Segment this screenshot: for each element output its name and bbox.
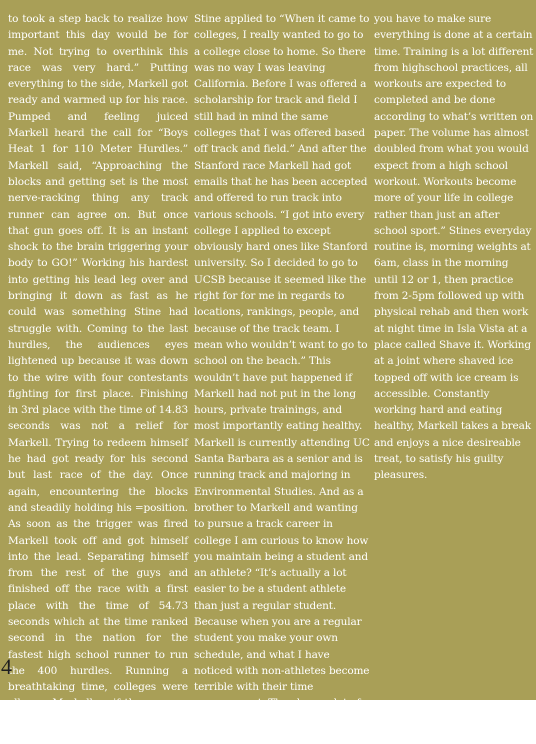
column-2-text: Stine applied to “When it came to colleges, I really wanted to go to a college close to home. So there was no way I was leaving California. Before I was offered a scholarship for track and field I still had in mind the same colleges that I was offered based off track and field.” And after the Stanford race Markell had got emails that he has been accepted and offered to run track into various schools. “I got into every college I applied to except obviously hard ones like Stanford university. So I decided to go to UCSB because it seemed like the right for for me in regards to locations, rankings, people, and because of the track team. I mean who wouldn’t want to go to school on the beach.” This wouldn’t have put happened if Markell had not put in the long hours, private trainings, and most importantly eating healthy. Markell is currently attending UC Santa Barbara as a senior and is running track and majoring in Environmental Studies. And as a brother to Markell and wanting to pursue a track career in college I am curious to know how you maintain being a student and an athlete? “It’s actually a lot easier to be a student athlete than just a regular student. Because when you are a regular student you make your own schedule, and what I have noticed with non-athletes become terrible with their time management. They have a lot of time to be lazy whereas when you are always busy with track: [194, 13, 370, 743]
page-number: 4: [1, 654, 12, 679]
article-column-3: [374, 11, 534, 484]
article-column-1: [8, 11, 188, 744]
article-column-2: [194, 11, 370, 744]
column-3-text: you have to make sure everything is done at a certain time. Training is a lot different from highschool practices, all workouts are expected to completed and be done according to what’s written on paper. The volume has almost doubled from what you would expect from a high school workout. Workouts become more of your life in college rather than just an after school sport.” Stines everyday routine is, morning weights at 6am, class in the morning until 12 or 1, then practice from 2-5pm followed up with physical rehab and then work at night time in Isla Vista at a place called Shave it. Working at a joint where shaved ice topped off with ice cream is accessible. Constantly working hard and eating healthy, Markell takes a break and enjoys a nice desireable treat, to satisfy his guilty pleasures.: [374, 13, 534, 482]
column-1-text: to took a step back to realize how important this day would be for me. Not trying to overthink this race was very hard.” Putting everything to the side, Markell got ready and warmed up for his race. Pumped and feeling juiced Markell heard the call for “Boys Heat 1 for 110 Meter Hurdles.” Markell said, “Approaching the blocks and getting set is the most nerve-racking thing any track runner can agree on. But once that gun goes off. It is an instant shock to the brain triggering your body to GO!” Working his hardest into getting his lead leg over and bringing it down as fast as he could was something Stine had struggle with. Coming to the last hurdles, the audiences eyes lightened up because it was down to the wire with four contestants fighting for first place. Finishing in 3rd place with the time of 14.83 seconds was not a relief for Markell. Trying to redeem himself he had got ready for his second but last race of the day. Once again, encountering the blocks and steadily holding his =position. As soon as the trigger was fired Markell took off and got himself into the lead. Separating himself from the rest of the guys and finished off the race with a first place with the time of 54.73 seconds which at the time ranked second in the nation for the fastest high school runner to run the 400 hurdles. Running a breathtaking time, colleges were all over Markell as if they were a swamp of young women chasing after Leonardo Dicaprio.: [8, 13, 188, 743]
